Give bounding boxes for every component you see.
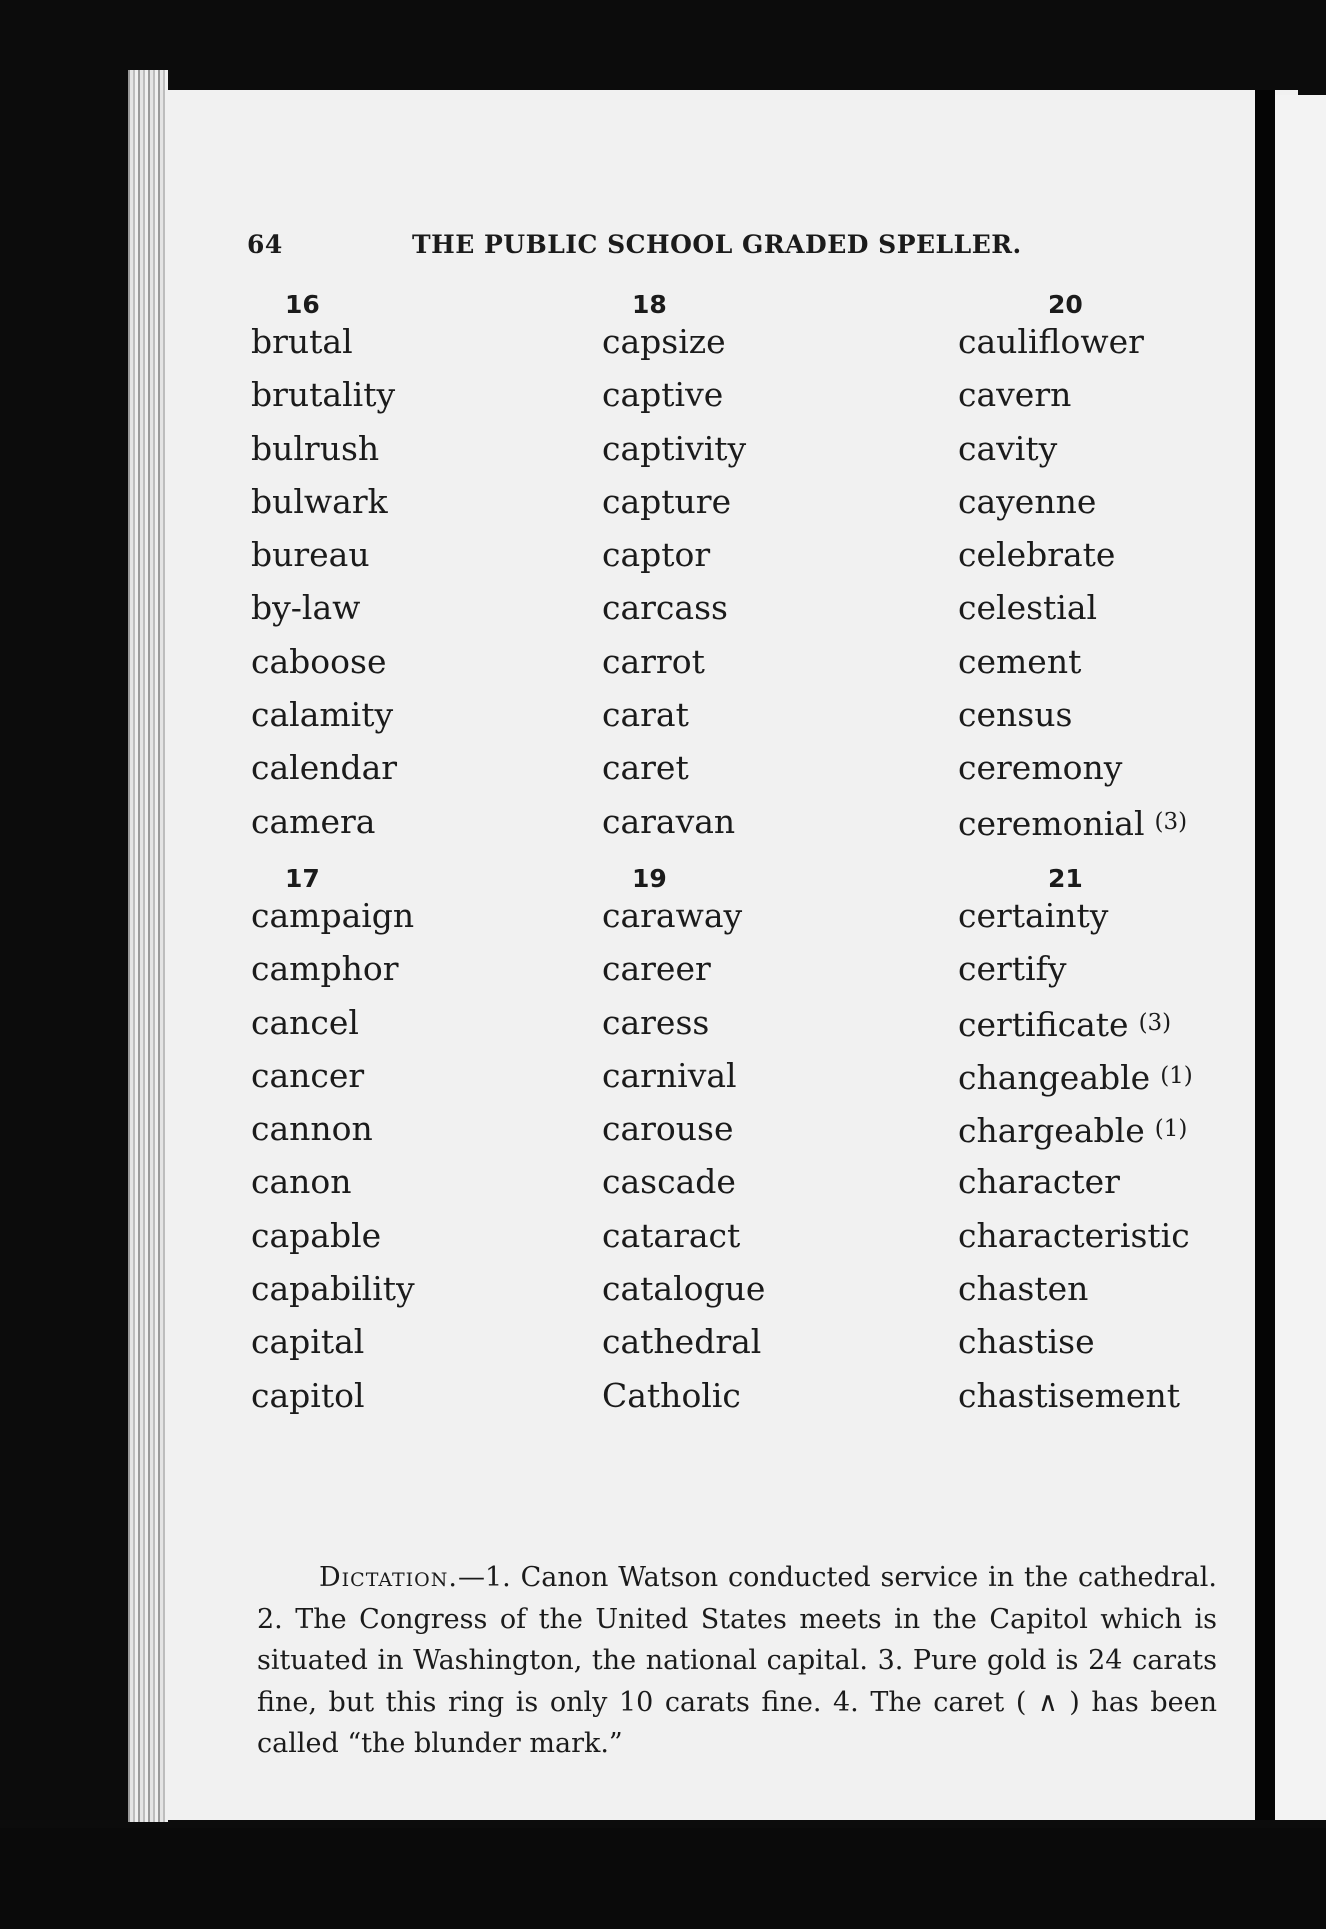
word-text: bureau xyxy=(251,535,370,575)
word-item xyxy=(958,373,1288,426)
word-text: cavity xyxy=(958,428,1058,468)
word-note: (3) xyxy=(1154,808,1188,835)
word-text: caraway xyxy=(602,896,743,935)
word-item xyxy=(958,427,1288,480)
word-item xyxy=(251,373,581,426)
book-page xyxy=(165,90,1298,1820)
word-text: chastisement xyxy=(958,1375,1180,1415)
page-edge-shadow xyxy=(1255,90,1275,1820)
word-text: celebrate xyxy=(958,535,1116,575)
word-text: brutality xyxy=(251,375,396,415)
word-text: capability xyxy=(251,1269,415,1309)
word-list xyxy=(251,320,581,853)
word-item xyxy=(602,1001,932,1054)
word-note: (1) xyxy=(1154,1116,1188,1143)
word-item xyxy=(602,1320,932,1373)
lesson-number: 16 xyxy=(285,290,320,319)
word-text: Catholic xyxy=(602,1375,741,1415)
word-item xyxy=(602,800,932,853)
word-item xyxy=(251,1160,581,1213)
word-text: capital xyxy=(251,1322,365,1362)
word-text: certainty xyxy=(958,896,1109,935)
word-item xyxy=(602,746,932,799)
word-text: camera xyxy=(251,801,376,841)
word-item xyxy=(602,586,932,639)
word-text: cancel xyxy=(251,1002,359,1042)
word-item xyxy=(958,894,1288,947)
word-text: celestial xyxy=(958,588,1098,628)
word-item xyxy=(958,1160,1288,1213)
word-item xyxy=(958,1214,1288,1267)
word-item xyxy=(251,1267,581,1320)
word-note: (3) xyxy=(1138,1009,1172,1036)
word-text: census xyxy=(958,695,1073,735)
word-text: captor xyxy=(602,535,711,575)
word-item xyxy=(251,947,581,1000)
word-text: chargeable xyxy=(958,1111,1145,1151)
word-item xyxy=(251,1054,581,1107)
word-item xyxy=(958,586,1288,639)
lesson-number: 18 xyxy=(632,290,667,319)
lesson-number: 17 xyxy=(285,864,320,893)
word-list xyxy=(602,320,932,853)
word-text: caret xyxy=(602,748,689,788)
lesson-20 xyxy=(958,290,1288,853)
word-text: campaign xyxy=(251,896,415,935)
word-text: capsize xyxy=(602,322,726,361)
word-text: cauliflower xyxy=(958,322,1144,361)
word-item xyxy=(958,1374,1288,1427)
word-item xyxy=(958,947,1288,1000)
lesson-16 xyxy=(251,290,581,853)
word-text: changeable xyxy=(958,1057,1151,1097)
word-item xyxy=(602,894,932,947)
word-text: carouse xyxy=(602,1109,734,1149)
word-text: capable xyxy=(251,1215,382,1255)
word-item xyxy=(958,533,1288,586)
word-item xyxy=(251,1214,581,1267)
dictation-paragraph xyxy=(257,1557,1217,1765)
word-text: calendar xyxy=(251,748,398,788)
word-text: bulwark xyxy=(251,481,388,521)
word-list xyxy=(958,320,1288,853)
word-item xyxy=(602,427,932,480)
word-text: certify xyxy=(958,949,1067,989)
word-text: cavern xyxy=(958,375,1072,415)
word-item xyxy=(251,320,581,373)
running-header xyxy=(247,230,1207,270)
word-text: cascade xyxy=(602,1162,736,1202)
word-item xyxy=(602,1054,932,1107)
word-text: capitol xyxy=(251,1375,365,1415)
word-text: certificate xyxy=(958,1004,1129,1044)
word-text: camphor xyxy=(251,949,399,989)
word-item xyxy=(602,533,932,586)
word-text: carat xyxy=(602,695,689,735)
word-text: chasten xyxy=(958,1269,1089,1309)
lesson-number: 19 xyxy=(632,864,667,893)
word-text: characteristic xyxy=(958,1215,1190,1255)
word-text: cathedral xyxy=(602,1322,762,1362)
word-text: cannon xyxy=(251,1109,373,1149)
word-item xyxy=(251,480,581,533)
lesson-number: 21 xyxy=(1048,864,1083,893)
word-text: catalogue xyxy=(602,1269,766,1309)
word-text: cataract xyxy=(602,1215,741,1255)
word-text: chastise xyxy=(958,1322,1095,1362)
word-text: caress xyxy=(602,1002,710,1042)
page-number: 64 xyxy=(247,230,283,259)
word-list xyxy=(251,894,581,1427)
word-item xyxy=(251,640,581,693)
word-item xyxy=(958,693,1288,746)
word-item xyxy=(602,1107,932,1160)
word-item xyxy=(251,1374,581,1427)
word-item xyxy=(251,894,581,947)
lesson-18 xyxy=(602,290,932,853)
word-item xyxy=(958,1054,1288,1107)
word-item xyxy=(251,746,581,799)
word-text: caravan xyxy=(602,801,736,841)
word-item xyxy=(958,320,1288,373)
facing-page-strip xyxy=(1275,95,1326,1820)
word-text: carcass xyxy=(602,588,728,628)
word-text: bulrush xyxy=(251,428,380,468)
word-item xyxy=(958,480,1288,533)
word-item xyxy=(602,320,932,373)
word-item xyxy=(251,1107,581,1160)
word-item xyxy=(251,800,581,853)
word-item xyxy=(251,586,581,639)
word-item xyxy=(602,693,932,746)
word-item xyxy=(602,1214,932,1267)
lesson-21 xyxy=(958,864,1288,1427)
lesson-19 xyxy=(602,864,932,1427)
word-text: captive xyxy=(602,375,724,415)
word-text: capture xyxy=(602,481,732,521)
word-item xyxy=(958,746,1288,799)
word-text: calamity xyxy=(251,695,394,735)
word-item xyxy=(958,1107,1288,1160)
word-item xyxy=(602,947,932,1000)
word-text: caboose xyxy=(251,641,387,681)
word-item xyxy=(602,1160,932,1213)
word-text: ceremonial xyxy=(958,803,1145,843)
word-text: brutal xyxy=(251,322,353,361)
word-text: cement xyxy=(958,641,1082,681)
word-item xyxy=(251,1320,581,1373)
word-text: captivity xyxy=(602,428,747,468)
scan-background xyxy=(0,1828,1326,1929)
word-text: career xyxy=(602,949,711,989)
dictation-text: —1. Canon Watson conducted service in the cathedral. 2. The Congress of the United States meets in the Capitol which is situated in Washington, the national capital. 3. Pure gold is 24 carats fine, but this ring is only 10 carats fine. 4. The caret ( ∧ ) has been called “the blunder mark.” xyxy=(257,1562,1217,1759)
word-text: by-law xyxy=(251,588,361,628)
word-item xyxy=(602,1374,932,1427)
lesson-17 xyxy=(251,864,581,1427)
word-item xyxy=(602,480,932,533)
word-item xyxy=(958,1320,1288,1373)
word-text: carnival xyxy=(602,1055,737,1095)
word-item xyxy=(958,1267,1288,1320)
dictation-label: Dictation. xyxy=(319,1562,458,1593)
word-list xyxy=(602,894,932,1427)
word-item xyxy=(251,427,581,480)
word-item xyxy=(958,800,1288,853)
word-item xyxy=(602,640,932,693)
word-text: character xyxy=(958,1162,1120,1202)
word-text: cancer xyxy=(251,1055,365,1095)
running-title: THE PUBLIC SCHOOL GRADED SPELLER. xyxy=(412,230,1022,259)
lesson-number: 20 xyxy=(1048,290,1083,319)
word-text: ceremony xyxy=(958,748,1123,788)
book-spine-edges xyxy=(128,70,168,1822)
word-item xyxy=(602,373,932,426)
word-item xyxy=(602,1267,932,1320)
word-item xyxy=(958,640,1288,693)
word-item xyxy=(958,1001,1288,1054)
word-text: cayenne xyxy=(958,481,1097,521)
word-list xyxy=(958,894,1288,1427)
word-item xyxy=(251,533,581,586)
word-text: canon xyxy=(251,1162,352,1202)
word-note: (1) xyxy=(1160,1062,1193,1089)
word-item xyxy=(251,693,581,746)
word-item xyxy=(251,1001,581,1054)
word-text: carrot xyxy=(602,641,705,681)
